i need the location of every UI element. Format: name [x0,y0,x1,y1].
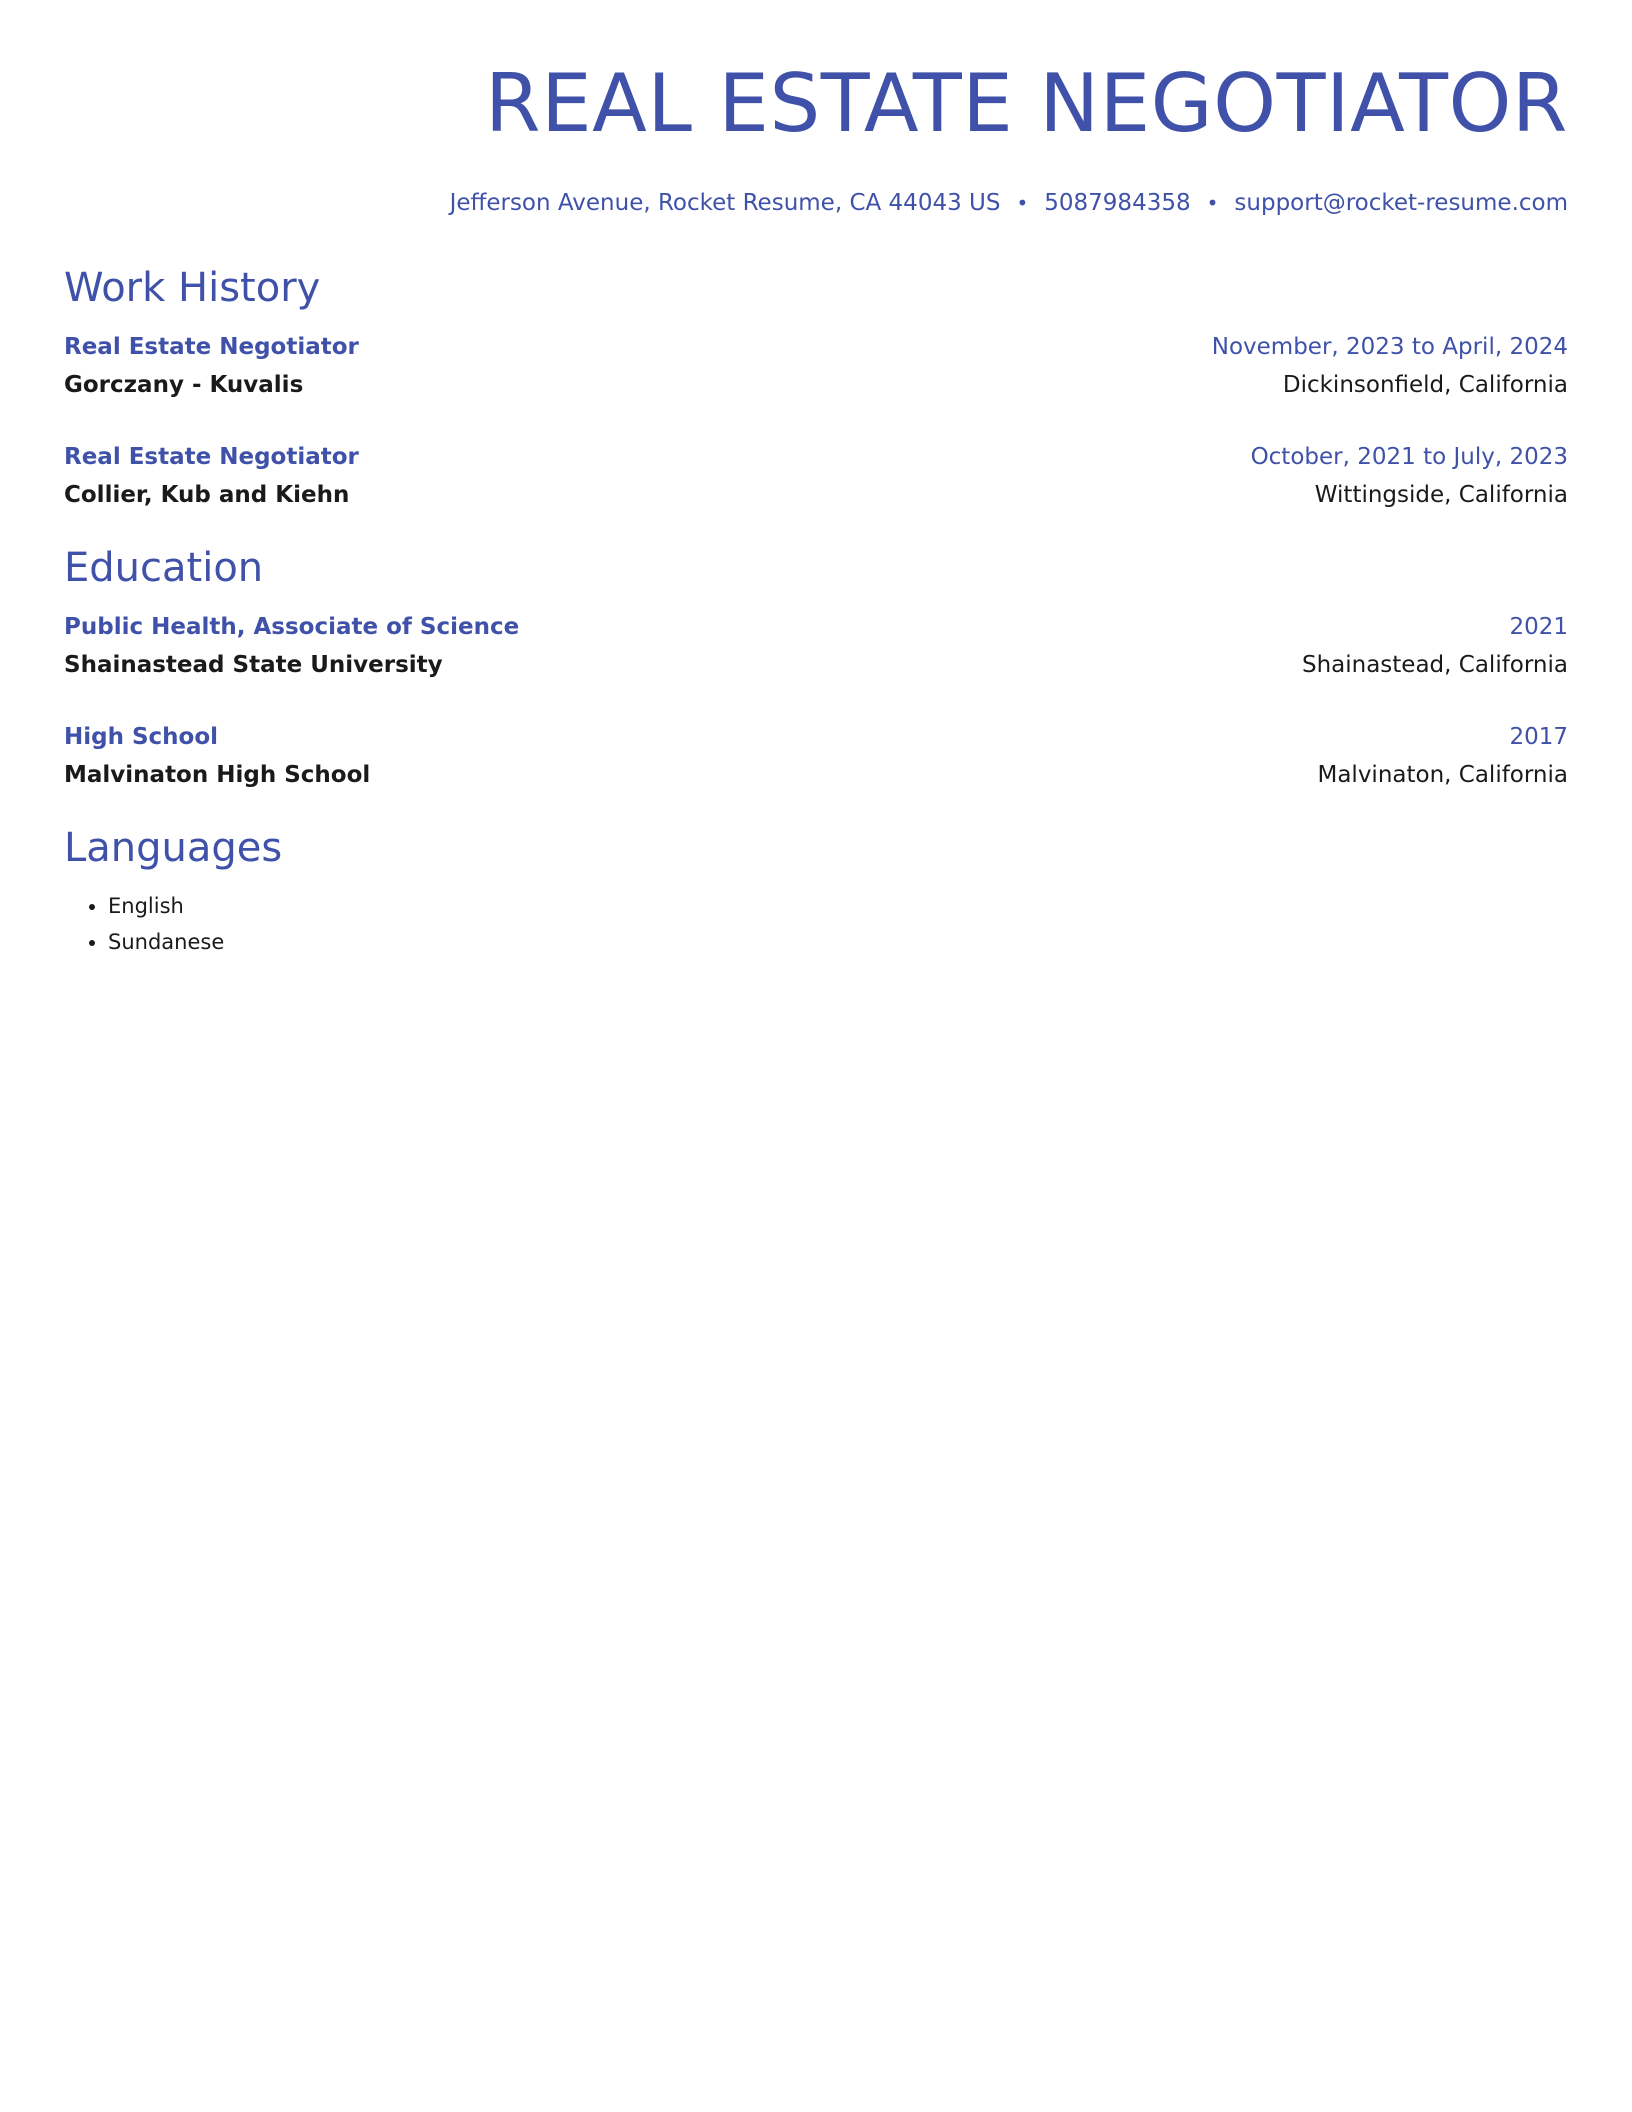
resume-header [64,56,1568,218]
contact-phone: 5087984358 [1044,190,1191,216]
job-title: Real Estate Negotiator [64,334,359,360]
languages-list [64,888,1568,960]
school-name: Malvinaton High School [64,762,371,788]
job-dates: November, 2023 to April, 2024 [1211,334,1568,360]
contact-address: Jefferson Avenue, Rocket Resume, CA 44043 US [449,190,1001,216]
company-name: Gorczany - Kuvalis [64,372,304,398]
job-title: Real Estate Negotiator [64,444,359,470]
work-entry-bottom-row [64,366,1568,404]
school-location: Shainastead, California [1301,652,1568,678]
degree-name: High School [64,724,219,750]
school-location: Malvinaton, California [1317,762,1568,788]
contact-separator: • [1016,191,1029,215]
contact-line [64,188,1568,218]
education-entry [64,608,1568,684]
work-entry [64,438,1568,514]
job-location: Dickinsonfield, California [1282,372,1568,398]
graduation-year: 2017 [1509,724,1568,750]
education-entry-top-row [64,608,1568,646]
education-entry-top-row [64,718,1568,756]
job-location: Wittingside, California [1314,482,1568,508]
page-title: REAL ESTATE NEGOTIATOR [485,57,1568,150]
work-entry [64,328,1568,404]
list-item: • Sundanese [108,924,1568,960]
company-name: Collier, Kub and Kiehn [64,482,350,508]
contact-email: support@rocket-resume.com [1234,190,1568,216]
contact-separator: • [1206,191,1219,215]
education-entry-bottom-row [64,756,1568,794]
education-entry [64,718,1568,794]
graduation-year: 2021 [1509,614,1568,640]
education-entry-bottom-row [64,646,1568,684]
work-entry-top-row [64,438,1568,476]
school-name: Shainastead State University [64,652,443,678]
work-history-heading: Work History [64,265,321,311]
list-item: • English [108,888,1568,924]
work-entry-bottom-row [64,476,1568,514]
job-dates: October, 2021 to July, 2023 [1250,444,1568,470]
languages-heading: Languages [64,825,283,871]
education-heading: Education [64,545,264,591]
degree-name: Public Health, Associate of Science [64,614,520,640]
work-entry-top-row [64,328,1568,366]
